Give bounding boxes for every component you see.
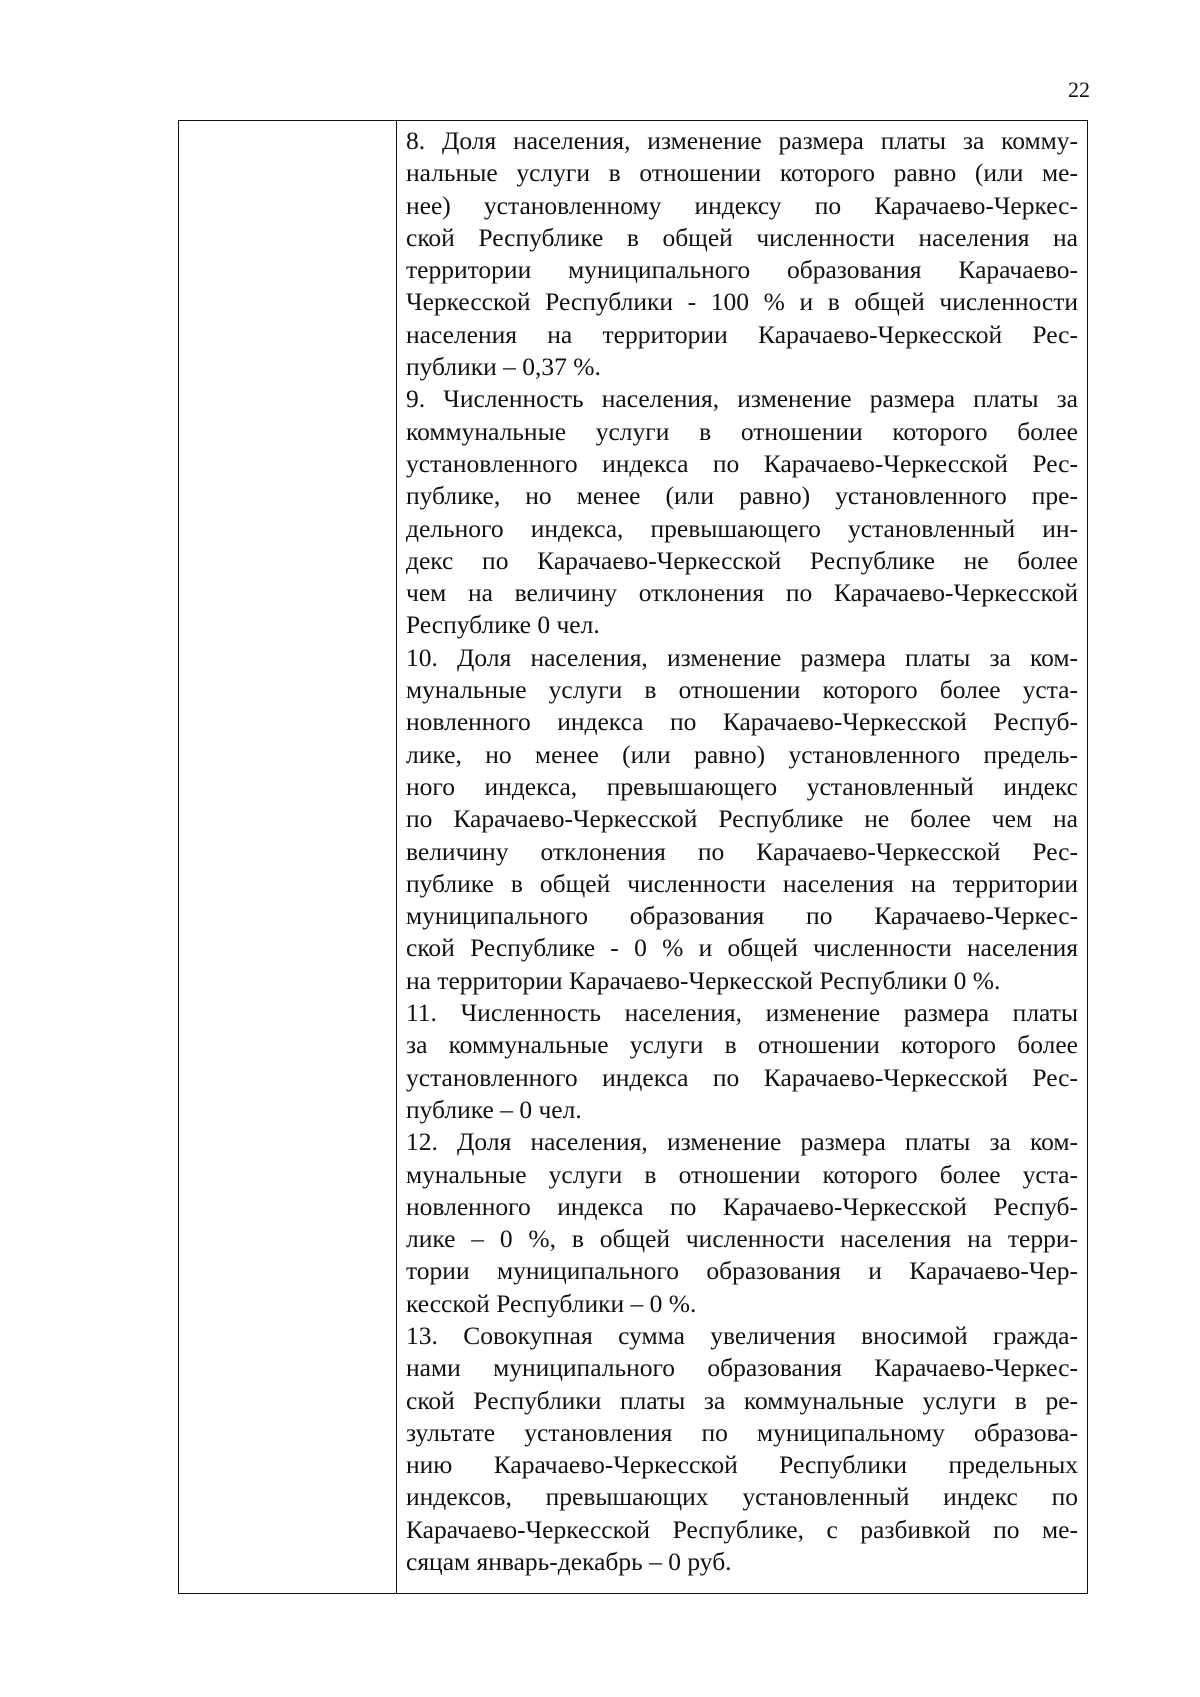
text-line: лике – 0 %, в общей численности населения на терри- [406, 1224, 1078, 1254]
text-line: ской Республике в общей численности населения на [406, 222, 1078, 252]
text-line: сяцам январь-декабрь – 0 руб. [406, 1547, 732, 1577]
text-line: за коммунальные услуги в отношении которого более [406, 1030, 1078, 1060]
text-line: коммунальные услуги в отношении которого более [406, 416, 1078, 446]
text-line: ного индекса, превышающего установленный индекс [406, 771, 1078, 801]
text-line: ской Республики платы за коммунальные услуги в ре- [406, 1385, 1078, 1415]
text-line: 8. Доля населения, изменение размера платы за комму- [406, 126, 1078, 155]
text-line: 9. Численность населения, изменение размера платы за [406, 384, 1078, 414]
text-line: публике – 0 чел. [406, 1094, 582, 1124]
text-line: декс по Карачаево-Черкесской Республике не более [406, 545, 1078, 575]
text-line: 12. Доля населения, изменение размера платы за ком- [406, 1127, 1078, 1157]
text-line: 13. Совокупная сумма увеличения вносимой гражда- [406, 1320, 1078, 1350]
text-line: публики – 0,37 %. [406, 352, 601, 382]
text-line: по Карачаево-Черкесской Республике не более чем на [406, 804, 1078, 834]
text-line: новленного индекса по Карачаево-Черкесской Респуб- [406, 1191, 1078, 1221]
text-line: ской Республике - 0 % и общей численности населения [406, 933, 1078, 963]
page-number: 22 [1068, 77, 1090, 102]
text-line: 11. Численность населения, изменение размера платы [406, 998, 1078, 1028]
table-right-cell [397, 121, 1087, 1593]
text-line: индексов, превышающих установленный индекс по [406, 1482, 1078, 1512]
text-line: 10. Доля населения, изменение размера платы за ком- [406, 642, 1078, 672]
text-line: чем на величину отклонения по Карачаево-Черкесской [406, 578, 1078, 608]
text-line: муниципального образования по Карачаево-Черкес- [406, 901, 1078, 931]
text-line: установленного индекса по Карачаево-Черкесской Рес- [406, 1062, 1078, 1092]
text-line: мунальные услуги в отношении которого более уста- [406, 1159, 1078, 1189]
text-line: кесской Республики – 0 %. [406, 1288, 697, 1318]
text-line: нальные услуги в отношении которого равно (или ме- [406, 158, 1078, 188]
table-left-cell [179, 121, 397, 1593]
text-line: мунальные услуги в отношении которого более уста- [406, 675, 1078, 705]
text-line: населения на территории Карачаево-Черкесской Рес- [406, 319, 1078, 349]
text-line: территории муниципального образования Карачаево- [406, 255, 1078, 285]
text-line: зультате установления по муниципальному образова- [406, 1417, 1078, 1447]
text-line: на территории Карачаево-Черкесской Республики 0 %. [406, 965, 1001, 995]
text-line: лике, но менее (или равно) установленного предель- [406, 739, 1078, 769]
text-line: установленного индекса по Карачаево-Черкесской Рес- [406, 448, 1078, 478]
text-line: нее) установленному индексу по Карачаево-Черкес- [406, 190, 1078, 220]
text-line: нами муниципального образования Карачаево-Черкес- [406, 1353, 1078, 1383]
text-line: нию Карачаево-Черкесской Республики предельных [406, 1450, 1078, 1480]
document-table [178, 120, 1088, 1594]
text-line: публике в общей численности населения на территории [406, 868, 1078, 898]
text-line: Республике 0 чел. [406, 610, 600, 640]
text-line: величину отклонения по Карачаево-Черкесской Рес- [406, 836, 1078, 866]
text-line: тории муниципального образования и Карачаево-Чер- [406, 1256, 1078, 1286]
text-line: дельного индекса, превышающего установленный ин- [406, 513, 1078, 543]
text-line: Карачаево-Черкесской Республике, с разбивкой по ме- [406, 1514, 1078, 1544]
text-line: новленного индекса по Карачаево-Черкесской Респуб- [406, 707, 1078, 737]
text-line: публике, но менее (или равно) установленного пре- [406, 481, 1078, 511]
text-line: Черкесской Республики - 100 % и в общей численности [406, 287, 1078, 317]
